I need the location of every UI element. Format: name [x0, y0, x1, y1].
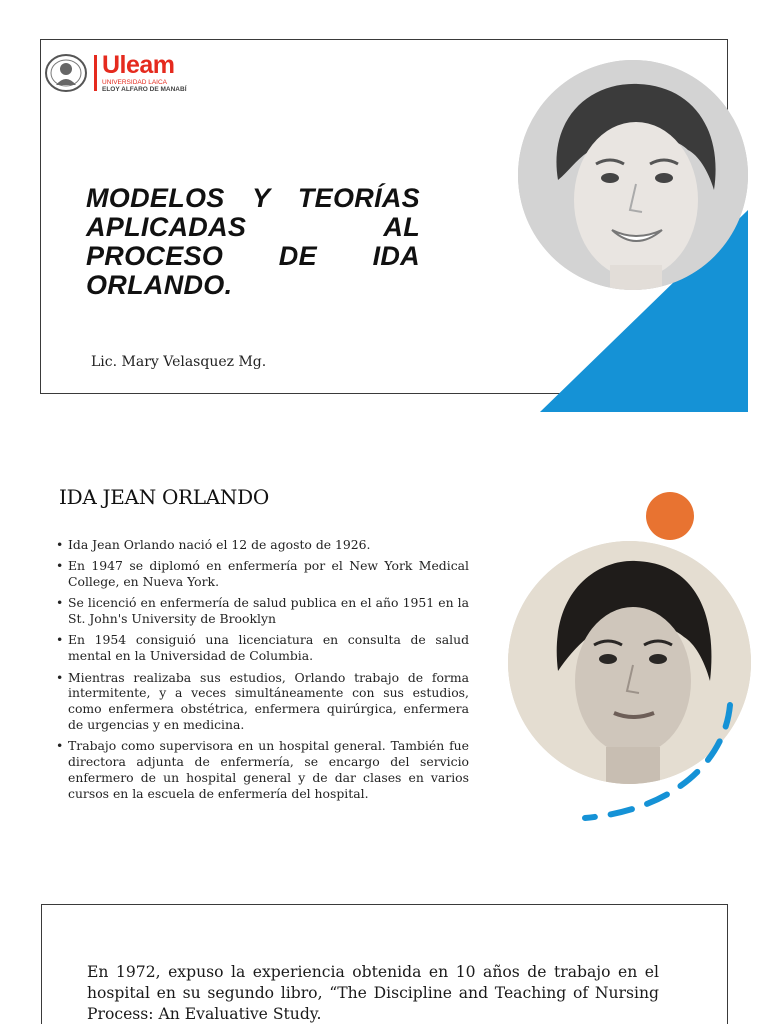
biography-list [56, 537, 469, 807]
list-item: • En 1947 se diplomó en enfermería por el New York Medical College, en Nueva York. [56, 558, 469, 590]
orange-circle-decoration [646, 492, 694, 540]
slide-paragraph: En 1972, expuso la experiencia obtenida en 10 años de trabajo en el hospital en su segundo libro, “The Discipline and Teaching of Nursing Process: An Evaluative Study. [87, 963, 659, 1023]
section-heading: IDA JEAN ORLANDO [59, 485, 269, 509]
author-name: Lic. Mary Velasquez Mg. [91, 354, 267, 370]
uleam-logo [44, 50, 187, 93]
presentation-title: MODELOS Y TEORÍAS APLICADAS AL PROCESO DE IDA ORLANDO. [86, 183, 420, 300]
logo-name: Uleam [102, 50, 175, 79]
logo-subtitle: UNIVERSIDAD LAICA [102, 78, 168, 86]
logo-subtitle-2: ELOY ALFARO DE MANABÍ [102, 86, 187, 93]
university-seal-icon [44, 53, 88, 93]
portrait-photo-older [518, 60, 748, 290]
blue-dashed-arc-decoration [575, 690, 755, 830]
list-item: • Trabajo como supervisora en un hospital general. También fue directora adjunta de enfermería, se encargo del servicio enfermero de un hospital general y de dar clases en varios cursos en la escuela de enfermería del hospital. [56, 738, 469, 801]
list-item: • En 1954 consiguió una licenciatura en consulta de salud mental en la Universidad de Columbia. [56, 632, 469, 664]
list-item: • Se licenció en enfermería de salud publica en el año 1951 en la St. John's University de Brooklyn [56, 595, 469, 627]
list-item: • Mientras realizaba sus estudios, Orlando trabajo de forma intermitente, y a veces simultáneamente con sus estudios, como enfermera obstétrica, enfermera quirúrgica, enfermera de urgencias y en medicina. [56, 670, 469, 733]
logo-divider [94, 55, 97, 91]
list-item: • Ida Jean Orlando nació el 12 de agosto de 1926. [56, 537, 469, 553]
